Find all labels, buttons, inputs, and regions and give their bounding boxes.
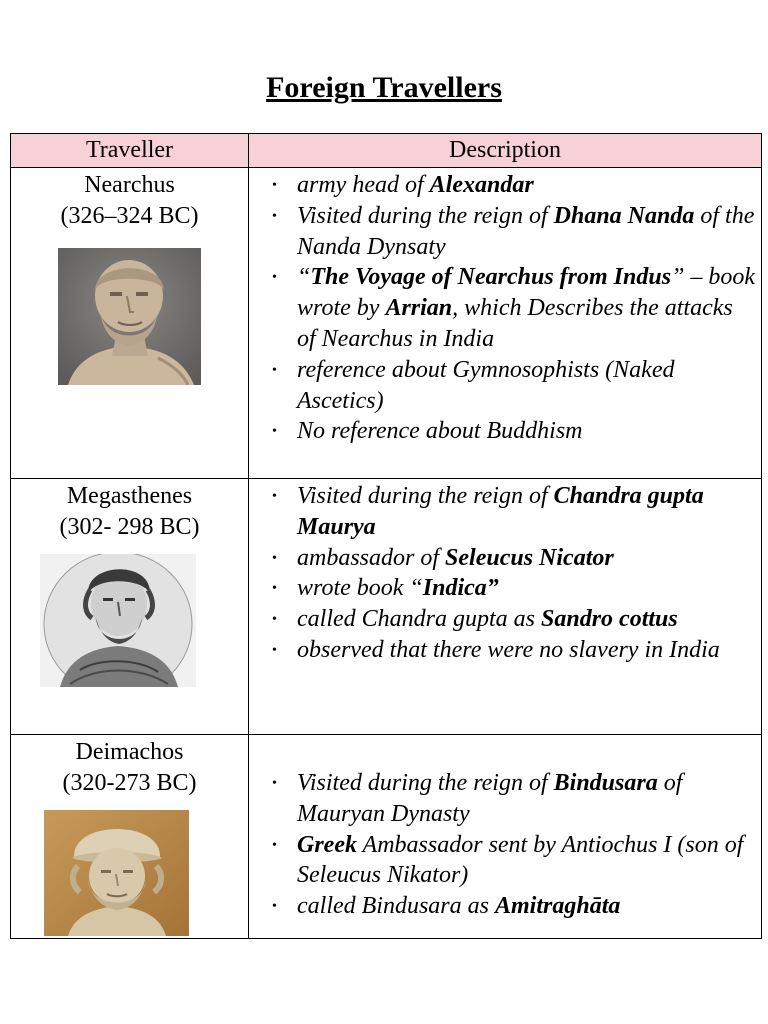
description-list — [249, 479, 761, 666]
megasthenes-engraving-portrait — [40, 554, 196, 687]
table-header-row — [11, 134, 762, 168]
description-item: • Visited during the reign of Dhana Nanda of the Nanda Dynsaty — [297, 201, 757, 263]
description-item: • observed that there were no slavery in India — [297, 635, 757, 666]
nearchus-bust-portrait — [58, 248, 201, 385]
traveller-name: Megasthenes — [66, 483, 193, 509]
description-item: • Visited during the reign of Chandra gupta Maurya — [297, 481, 757, 543]
table-row — [11, 168, 762, 479]
description-item: • Visited during the reign of Bindusara of Mauryan Dynasty — [297, 768, 757, 830]
page-title: Foreign Travellers — [266, 71, 502, 104]
traveller-cell — [11, 168, 249, 479]
traveller-name: Deimachos — [75, 739, 184, 765]
description-cell — [249, 168, 762, 479]
description-item: • reference about Gymnosophists (Naked Ascetics) — [297, 355, 757, 417]
travellers-table — [10, 133, 762, 939]
description-item: • ambassador of Seleucus Nicator — [297, 543, 757, 574]
description-list — [249, 168, 761, 447]
traveller-name: Nearchus — [84, 172, 175, 198]
header-description: Description — [249, 134, 762, 168]
description-list — [249, 735, 761, 922]
traveller-period: (326–324 BC) — [60, 203, 199, 229]
description-item: • wrote book “Indica” — [297, 573, 757, 604]
description-item: • called Bindusara as Amitraghāta — [297, 891, 757, 922]
table-row — [11, 479, 762, 735]
deimachos-helmeted-bust-portrait — [44, 810, 189, 936]
traveller-period: (302- 298 BC) — [59, 514, 200, 540]
description-cell — [249, 735, 762, 939]
header-traveller: Traveller — [11, 134, 249, 168]
traveller-cell — [11, 735, 249, 939]
description-item: • “The Voyage of Nearchus from Indus” – book wrote by Arrian, which Describes the attacks of Nearchus in India — [297, 262, 757, 354]
description-item: • called Chandra gupta as Sandro cottus — [297, 604, 757, 635]
traveller-period: (320-273 BC) — [62, 770, 197, 796]
description-cell — [249, 479, 762, 735]
description-item: • Greek Ambassador sent by Antiochus I (son of Seleucus Nikator) — [297, 830, 757, 892]
table-row — [11, 735, 762, 939]
description-item: • No reference about Buddhism — [297, 416, 757, 447]
traveller-cell — [11, 479, 249, 735]
description-item: • army head of Alexandar — [297, 170, 757, 201]
